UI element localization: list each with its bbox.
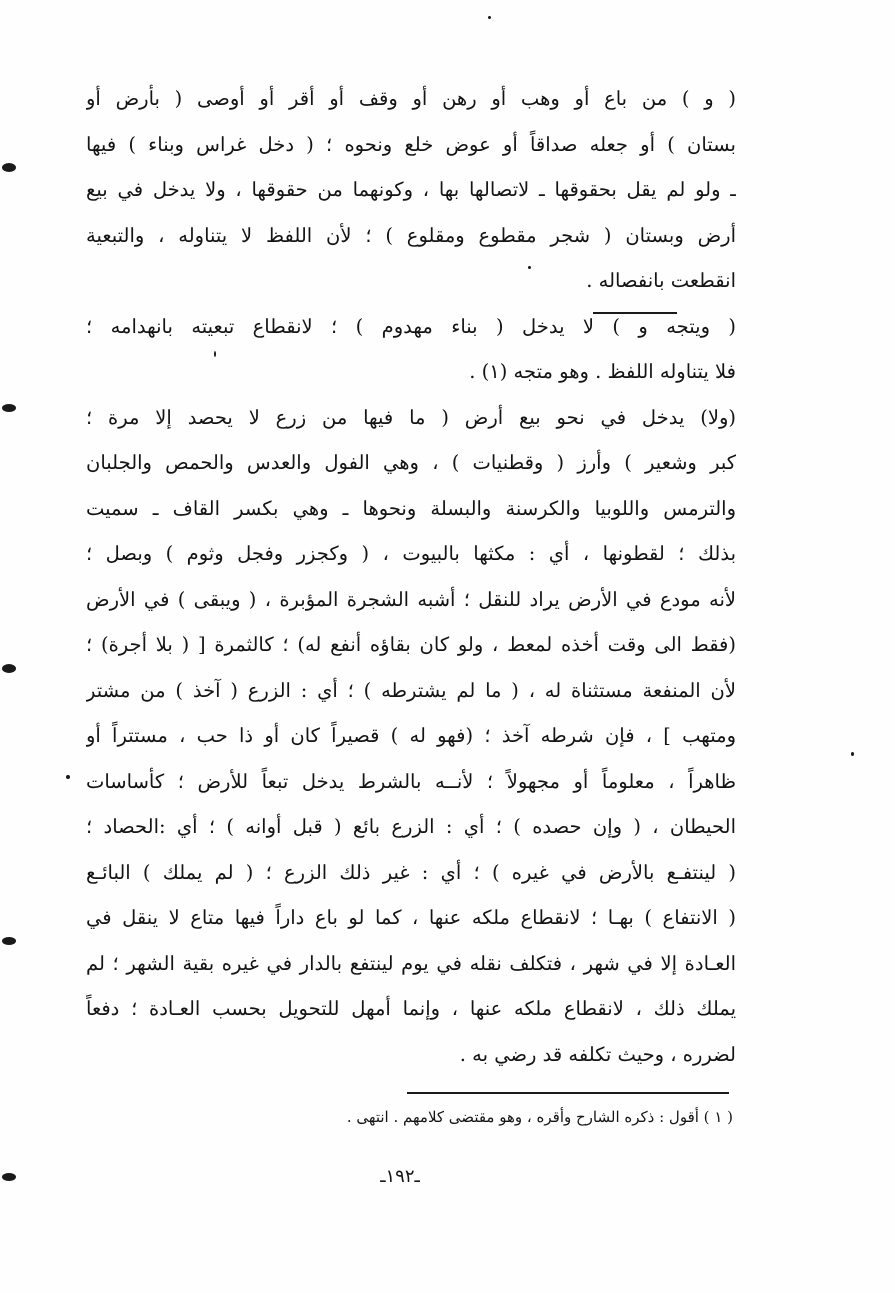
page-number: ـ١٩٢ـ <box>380 1166 420 1187</box>
text-line: ومتهب ] ، فإن شرطه آخذ ؛ (فهو له ) قصيراً كان أو ذا حب ، مستتراً أو <box>86 724 736 747</box>
scan-mark <box>2 404 16 412</box>
text-line: انقطعت بانفصاله . <box>586 269 736 292</box>
scan-mark <box>2 937 16 945</box>
scan-mark <box>2 664 16 673</box>
text-line: لأن المنفعة مستثناة له ، ( ما لم يشترطه ) ؛ أي : الزرع ( آخذ ) من مشتر <box>86 678 736 702</box>
text-line: بذلك ؛ لقطونها ، أي : مكثها بالبيوت ، ( وكجزر وفجل وثوم ) وبصل ؛ <box>86 542 736 565</box>
text-line: ( و ) من باع أو وهب أو رهن أو وقف أو أقر أو أوصى ( بأرض أو <box>86 87 736 110</box>
footnote-separator <box>407 1092 729 1094</box>
main-text <box>86 76 736 1077</box>
text-line: ـ ولو لم يقل بحقوقها ـ لاتصالها بها ، وكونهما من حقوقها ، ولا يدخل في بيع <box>86 178 736 201</box>
text-line: ( الانتفاع ) بهـا ؛ لانقطاع ملكه عنها ، كما لو باع داراً فيها متاع لا ينقل في <box>86 906 736 929</box>
text-line: لضرره ، وحيث تكلفه قد رضي به . <box>459 1042 736 1066</box>
scan-mark <box>66 775 70 779</box>
text-line: يملك ذلك ، لانقطاع ملكه عنها ، وإنما أمهل للتحويل بحسب العـادة ؛ دفعاً <box>86 997 736 1020</box>
text-line: ظاهراً ، معلوماً أو مجهولاً ؛ لأنــه بالشرط يدخل تبعاً للأرض ؛ كأساسات <box>86 769 736 793</box>
text-line: بستان ) أو جعله صداقاً أو عوض خلع ونحوه ؛ ( دخل غراس وبناء ) فيها <box>86 132 736 156</box>
text-line: فلا يتناوله اللفظ . وهو متجه (١) . <box>469 360 736 383</box>
text-line: أرض وبستان ( شجر مقطوع ومقلوع ) ؛ لأن اللفظ لا يتناوله ، والتبعية <box>86 223 736 247</box>
text-line: لأنه مودع في الأرض يراد للنقل ؛ أشبه الشجرة المؤبرة ، ( ويبقى ) في الأرض <box>86 587 736 611</box>
text-line: والترمس واللوبيا والكرسنة والبسلة ونحوها ـ وهي بكسر القاف ـ سميت <box>86 496 736 520</box>
text-line: العـادة إلا في شهر ، فتكلف نقله في يوم لينتفع بالدار في غيره بقية الشهر ؛ لم <box>86 951 736 975</box>
text-line: كبر وشعير ) وأرز ( وقطنيات ) ، وهي الفول والعدس والحمص والجلبان <box>86 451 736 474</box>
scan-mark <box>851 752 854 756</box>
scan-mark <box>2 163 16 172</box>
scan-mark <box>2 1173 16 1181</box>
text-line: (ولا) يدخل في نحو بيع أرض ( ما فيها من زرع لا يحصد إلا مرة ؛ <box>86 405 736 429</box>
text-line: ( ويتجه و ) لا يدخل ( بناء مهدوم ) ؛ لانقطاع تبعيته بانهدامه ؛ <box>86 314 736 338</box>
text-line: (فقط الى وقت أخذه لمعط ، ولو كان بقاؤه أنفع له) ؛ كالثمرة [ ( بلا أجرة) ؛ <box>86 633 736 656</box>
text-line: ( لينتفـع بالأرض في غيره ) ؛ أي : غير ذلك الزرع ؛ ( لم يملك ) البائـع <box>86 860 736 884</box>
scan-mark <box>488 16 491 19</box>
footnote: ( ١ ) أقول : ذكره الشارح وأقره ، وهو مقتضى كلامهم . انتهى . <box>346 1108 733 1126</box>
text-line: الحيطان ، ( وإن حصده ) ؛ أي : الزرع بائع ( قبل أوانه ) ؛ أي :الحصاد ؛ <box>86 815 736 838</box>
